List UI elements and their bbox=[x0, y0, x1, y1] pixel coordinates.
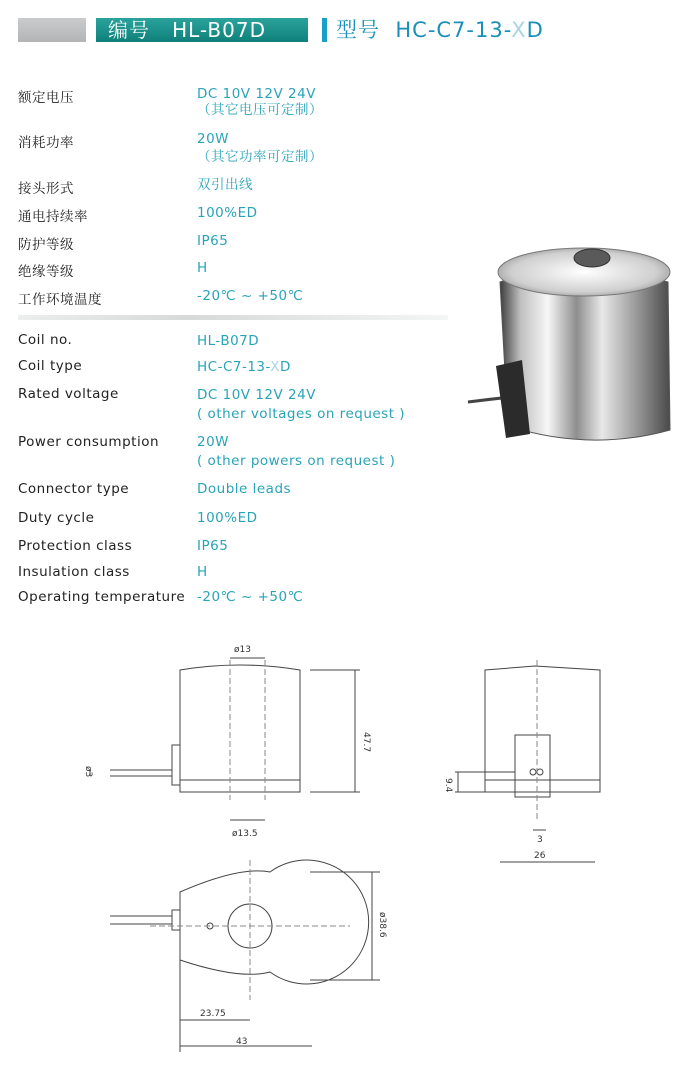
side-view-boot bbox=[515, 735, 550, 797]
spec-cn-value: 20W bbox=[197, 131, 230, 147]
spec-en-label: Coil no. bbox=[18, 332, 73, 348]
spec-en-value: HL-B07D bbox=[197, 333, 260, 349]
lead-hole-a bbox=[530, 769, 536, 775]
coil-bore bbox=[574, 249, 610, 267]
dim-lead-height: 9.4 bbox=[443, 778, 453, 793]
dim-height: 47.7 bbox=[361, 732, 371, 753]
spec-en-value: 20W bbox=[197, 434, 230, 450]
model-heading bbox=[336, 16, 544, 44]
spec-en-value: 100%ED bbox=[197, 510, 258, 526]
coil-number: HL-B07D bbox=[172, 18, 266, 42]
spec-cn-label: 额定电压 bbox=[18, 90, 74, 106]
model-x: X bbox=[511, 18, 527, 42]
spec-en-label: Operating temperature bbox=[18, 589, 186, 605]
dim-diameter: ø38.6 bbox=[377, 912, 387, 938]
dim-top-bore: ø13 bbox=[234, 645, 251, 655]
spec-cn-value: DC 10V 12V 24V bbox=[197, 86, 316, 102]
dim-lead-width: 3 bbox=[537, 835, 543, 845]
spec-en-value: H bbox=[197, 564, 208, 580]
spec-cn-label: 工作环境温度 bbox=[18, 292, 102, 308]
header-accent-bar bbox=[322, 18, 327, 42]
spec-cn-label: 防护等级 bbox=[18, 237, 74, 253]
front-view-boot bbox=[172, 745, 180, 785]
bottom-view-boot bbox=[172, 910, 180, 930]
dimension-drawings bbox=[60, 620, 640, 1060]
spec-en-value bbox=[197, 358, 291, 376]
spec-cn-label: 接头形式 bbox=[18, 181, 74, 197]
coil-type-main: HC-C7-13- bbox=[197, 359, 271, 375]
coil-type-end: D bbox=[279, 359, 291, 375]
coil-number-label: 编号 bbox=[108, 18, 150, 42]
spec-en-label: Power consumption bbox=[18, 434, 160, 450]
spec-cn-label: 消耗功率 bbox=[18, 135, 74, 151]
spec-cn-value: 双引出线 bbox=[197, 177, 253, 193]
spec-en-label: Rated voltage bbox=[18, 386, 119, 402]
dim-bottom-bore: ø13.5 bbox=[232, 829, 258, 839]
model-end: D bbox=[526, 18, 544, 42]
spec-cn-value: -20℃ ~ +50℃ bbox=[197, 288, 304, 304]
spec-cn-label: 绝缘等级 bbox=[18, 264, 74, 280]
spec-en-label: Connector type bbox=[18, 481, 130, 497]
bottom-view-body bbox=[180, 860, 369, 984]
spec-en-note: ( other voltages on request ) bbox=[197, 406, 406, 422]
spec-en-label: Duty cycle bbox=[18, 510, 95, 526]
model-main: HC-C7-13- bbox=[395, 18, 512, 42]
spec-en-label: Coil type bbox=[18, 358, 83, 374]
coil-type-x: X bbox=[270, 359, 280, 375]
dim-lead-dia: ø3 bbox=[83, 766, 93, 778]
spec-en-value: IP65 bbox=[197, 538, 229, 554]
spec-cn-note: （其它电压可定制） bbox=[197, 102, 323, 118]
spec-en-value: -20℃ ~ +50℃ bbox=[197, 589, 304, 605]
section-divider bbox=[18, 315, 448, 320]
spec-en-label: Protection class bbox=[18, 538, 133, 554]
model-label: 型号 bbox=[336, 18, 380, 42]
spec-cn-note: （其它功率可定制） bbox=[197, 149, 323, 165]
dim-center-offset: 23.75 bbox=[200, 1009, 226, 1019]
spec-en-value: Double leads bbox=[197, 481, 292, 497]
dim-side-width: 26 bbox=[534, 851, 546, 861]
header-gray-block bbox=[18, 18, 86, 42]
coil-number-banner bbox=[96, 18, 308, 42]
spec-cn-value: H bbox=[197, 260, 208, 276]
dim-length: 43 bbox=[236, 1037, 248, 1047]
spec-cn-label: 通电持续率 bbox=[18, 209, 88, 225]
front-view-body bbox=[180, 665, 300, 792]
spec-en-label: Insulation class bbox=[18, 564, 130, 580]
spec-en-note: ( other powers on request ) bbox=[197, 453, 396, 469]
lead-hole-b bbox=[537, 769, 543, 775]
spec-cn-value: 100%ED bbox=[197, 205, 258, 221]
spec-en-value: DC 10V 12V 24V bbox=[197, 387, 316, 403]
spec-cn-value: IP65 bbox=[197, 233, 229, 249]
solenoid-coil-photo bbox=[460, 230, 700, 460]
